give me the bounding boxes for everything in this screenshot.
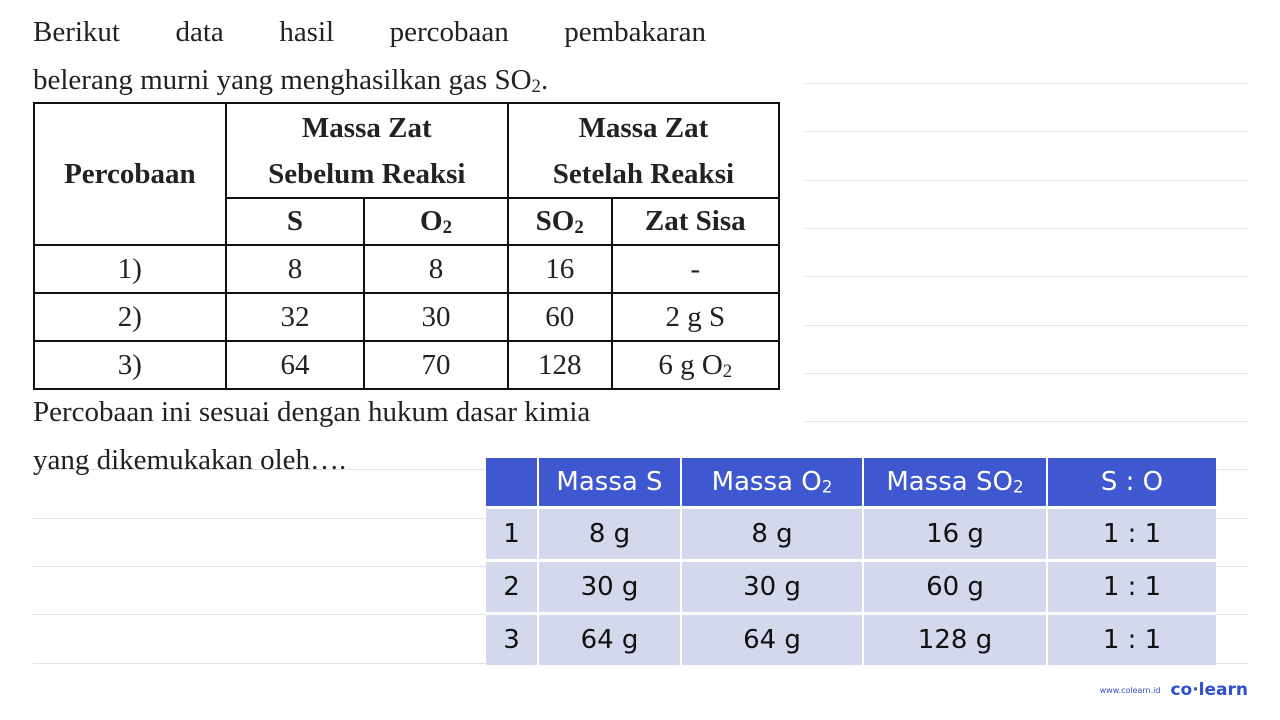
guide-line bbox=[805, 421, 1248, 422]
subscript: 2 bbox=[1012, 476, 1024, 497]
intro-paragraph bbox=[33, 8, 706, 104]
table-row bbox=[34, 245, 779, 293]
cell-text: 6 g O bbox=[658, 348, 723, 381]
intro-word: data bbox=[175, 16, 224, 48]
answer-cell-o2: 64 g bbox=[681, 614, 863, 666]
header-percobaan: Percobaan bbox=[34, 103, 226, 245]
cell-text: 2 g S bbox=[665, 300, 726, 333]
header-text: Massa SO bbox=[886, 467, 1013, 497]
cell-sisa bbox=[612, 293, 779, 341]
answer-row bbox=[486, 561, 1216, 614]
header-text: Massa Zat bbox=[578, 111, 709, 144]
answer-cell-no: 1 bbox=[486, 508, 538, 561]
answer-cell-ratio: 1 : 1 bbox=[1047, 561, 1216, 614]
subscript: 2 bbox=[574, 216, 584, 238]
header-text: Setelah Reaksi bbox=[552, 157, 735, 190]
answer-cell-so2: 60 g bbox=[863, 561, 1047, 614]
subscript: 2 bbox=[722, 360, 733, 382]
guide-line bbox=[805, 131, 1248, 132]
header-text: SO bbox=[535, 205, 575, 237]
header-text: O bbox=[420, 205, 443, 237]
guide-line bbox=[805, 325, 1248, 326]
answer-cell-ratio: 1 : 1 bbox=[1047, 508, 1216, 561]
table-row bbox=[34, 341, 779, 389]
footer-url[interactable]: www.colearn.id bbox=[1099, 685, 1161, 695]
question-line-1: Percobaan ini sesuai dengan hukum dasar kimia bbox=[33, 396, 591, 428]
header-text: Massa O bbox=[711, 467, 822, 497]
answer-header-ratio: S : O bbox=[1047, 458, 1216, 508]
answer-header-massa-o2 bbox=[681, 458, 863, 508]
intro-line-2 bbox=[33, 56, 706, 104]
guide-line bbox=[805, 373, 1248, 374]
cell-no: 3) bbox=[34, 341, 226, 389]
header-s: S bbox=[226, 198, 365, 245]
answer-header-massa-s: Massa S bbox=[538, 458, 681, 508]
answer-cell-o2: 30 g bbox=[681, 561, 863, 614]
cell-s: 64 bbox=[226, 341, 365, 389]
cell-so2: 128 bbox=[508, 341, 612, 389]
answer-cell-ratio: 1 : 1 bbox=[1047, 614, 1216, 666]
cell-o2: 8 bbox=[364, 245, 508, 293]
cell-o2: 30 bbox=[364, 293, 508, 341]
footer-branding bbox=[1100, 680, 1248, 700]
header-o2 bbox=[364, 198, 508, 245]
guide-line bbox=[805, 276, 1248, 277]
answer-cell-s: 64 g bbox=[538, 614, 681, 666]
answer-header-massa-so2 bbox=[863, 458, 1047, 508]
intro-text: belerang murni yang menghasilkan gas SO bbox=[33, 64, 532, 96]
header-so2 bbox=[508, 198, 612, 245]
answer-cell-s: 8 g bbox=[538, 508, 681, 561]
cell-so2: 16 bbox=[508, 245, 612, 293]
guide-line bbox=[805, 228, 1248, 229]
header-before-reaction bbox=[226, 103, 508, 198]
answer-cell-so2: 128 g bbox=[863, 614, 1047, 666]
subscript: 2 bbox=[531, 75, 541, 97]
answer-cell-o2: 8 g bbox=[681, 508, 863, 561]
header-zat-sisa: Zat Sisa bbox=[612, 198, 779, 245]
subscript: 2 bbox=[442, 216, 453, 238]
intro-period: . bbox=[540, 64, 549, 96]
colearn-logo: co·learn bbox=[1170, 680, 1248, 700]
intro-word: pembakaran bbox=[564, 16, 706, 48]
answer-table bbox=[486, 458, 1216, 665]
answer-cell-so2: 16 g bbox=[863, 508, 1047, 561]
answer-header-blank bbox=[486, 458, 538, 508]
cell-sisa bbox=[612, 341, 779, 389]
guide-line bbox=[805, 83, 1248, 84]
intro-word: Berikut bbox=[33, 16, 120, 48]
cell-no: 1) bbox=[34, 245, 226, 293]
header-text: Massa Zat bbox=[301, 111, 432, 144]
answer-row bbox=[486, 614, 1216, 666]
answer-header-row bbox=[486, 458, 1216, 508]
cell-o2: 70 bbox=[364, 341, 508, 389]
cell-text: - bbox=[690, 252, 701, 285]
answer-row bbox=[486, 508, 1216, 561]
table-row bbox=[34, 293, 779, 341]
intro-line-1 bbox=[33, 8, 706, 56]
header-text: Sebelum Reaksi bbox=[268, 157, 466, 190]
subscript: 2 bbox=[821, 476, 833, 497]
cell-so2: 60 bbox=[508, 293, 612, 341]
intro-word: hasil bbox=[279, 16, 335, 48]
cell-s: 32 bbox=[226, 293, 365, 341]
header-after-reaction bbox=[508, 103, 779, 198]
answer-cell-no: 2 bbox=[486, 561, 538, 614]
answer-cell-no: 3 bbox=[486, 614, 538, 666]
intro-word: percobaan bbox=[389, 16, 509, 48]
cell-s: 8 bbox=[226, 245, 365, 293]
cell-no: 2) bbox=[34, 293, 226, 341]
experiment-table bbox=[33, 102, 780, 390]
cell-sisa bbox=[612, 245, 779, 293]
guide-line bbox=[805, 180, 1248, 181]
question-line-2: yang dikemukakan oleh…. bbox=[33, 444, 347, 476]
answer-cell-s: 30 g bbox=[538, 561, 681, 614]
